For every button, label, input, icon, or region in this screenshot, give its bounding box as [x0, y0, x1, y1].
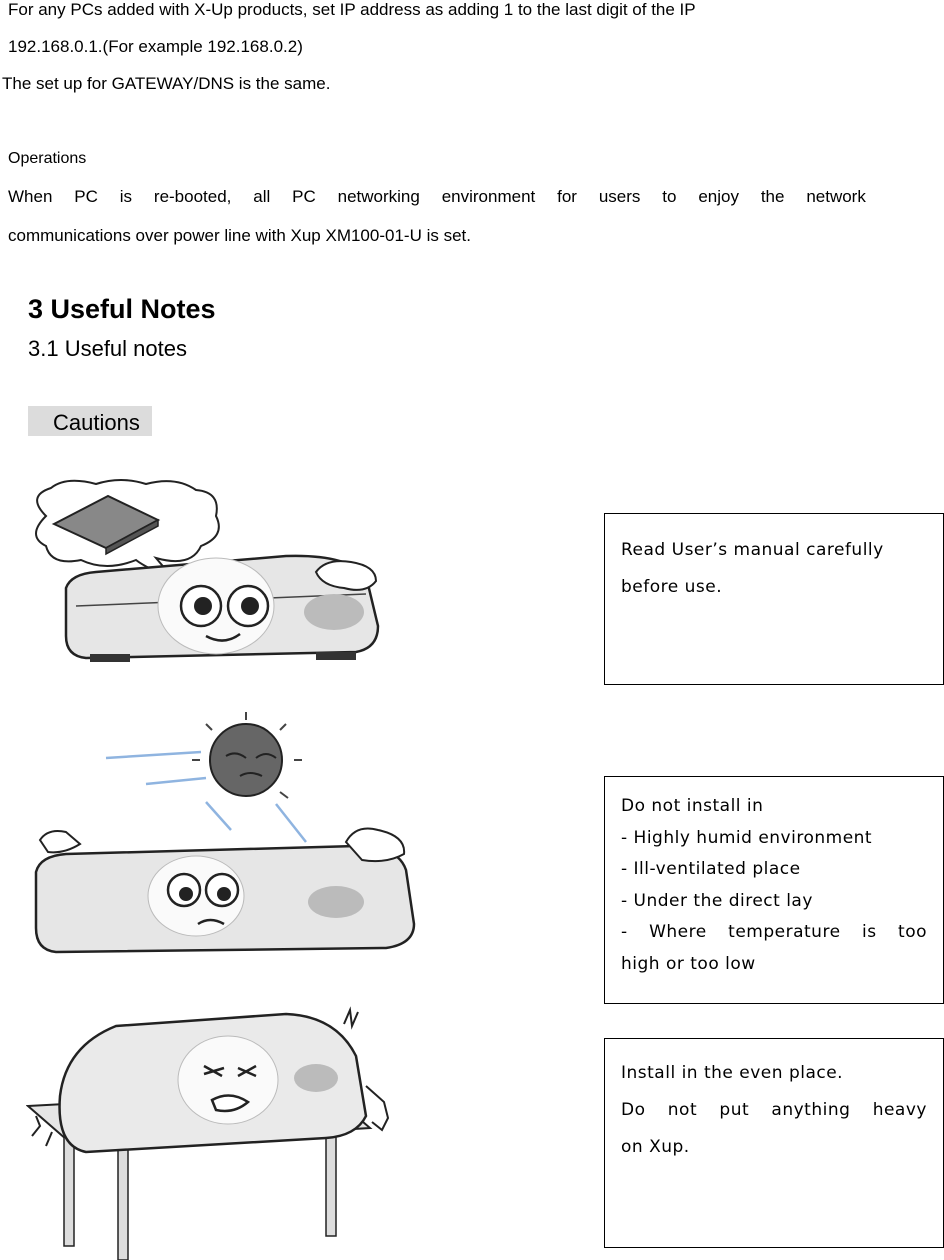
word: - — [621, 922, 628, 942]
word: is — [119, 187, 133, 206]
cautions-badge: Cautions — [28, 406, 152, 436]
word: networking — [337, 187, 420, 206]
section-title: 3 Useful Notes — [28, 294, 216, 324]
intro-line-2: 192.168.0.1.(For example 192.168.0.2) — [8, 37, 303, 56]
note-text: Do not install in — [621, 796, 764, 816]
word: for — [557, 187, 577, 206]
word: anything — [771, 1100, 851, 1120]
note-text: Install in the even place. — [621, 1063, 844, 1083]
intro-line-3: The set up for GATEWAY/DNS is the same. — [2, 74, 331, 93]
intro-line-1: For any PCs added with X-Up products, set IP address as adding 1 to the last digit of the IP — [8, 0, 696, 19]
word: PC — [292, 187, 316, 206]
word: users — [598, 187, 641, 206]
device-reading-manual-illustration — [26, 476, 386, 668]
word: When — [8, 187, 53, 206]
word: to — [662, 187, 677, 206]
section-subtitle: 3.1 Useful notes — [28, 336, 187, 361]
device-under-sun-illustration — [26, 712, 418, 958]
note-box-manual — [604, 513, 944, 685]
word: network — [806, 187, 866, 206]
word: put — [719, 1100, 750, 1120]
device-on-table-illustration — [26, 1006, 398, 1260]
word: too — [898, 922, 927, 942]
word: Do — [621, 1100, 646, 1120]
word: Where — [649, 922, 707, 942]
note-text: - Highly humid environment — [621, 827, 873, 848]
note-box-environment — [604, 776, 944, 1004]
word: re-booted, — [153, 187, 232, 206]
note-text: Read User’s manual carefully — [621, 540, 884, 560]
word: all — [253, 187, 271, 206]
note-text: - Ill-ventilated place — [621, 859, 801, 879]
word: is — [861, 922, 877, 942]
word: temperature — [728, 922, 841, 942]
word: enjoy — [698, 187, 739, 206]
word: environment — [441, 187, 536, 206]
operations-line-1 — [8, 187, 866, 207]
note-text-justified — [621, 917, 927, 949]
note-box-placement — [604, 1038, 944, 1248]
note-text: before use. — [621, 577, 723, 597]
note-text-justified — [621, 1092, 927, 1129]
operations-heading: Operations — [8, 150, 87, 167]
note-text: on Xup. — [621, 1137, 690, 1157]
word: PC — [74, 187, 98, 206]
word: heavy — [872, 1100, 927, 1120]
note-text: - Under the direct lay — [621, 890, 813, 911]
note-text: high or too low — [621, 953, 756, 974]
operations-line-2: communications over power line with Xup XM100-01-U is set. — [8, 226, 471, 245]
word: the — [760, 187, 785, 206]
word: not — [667, 1100, 698, 1120]
